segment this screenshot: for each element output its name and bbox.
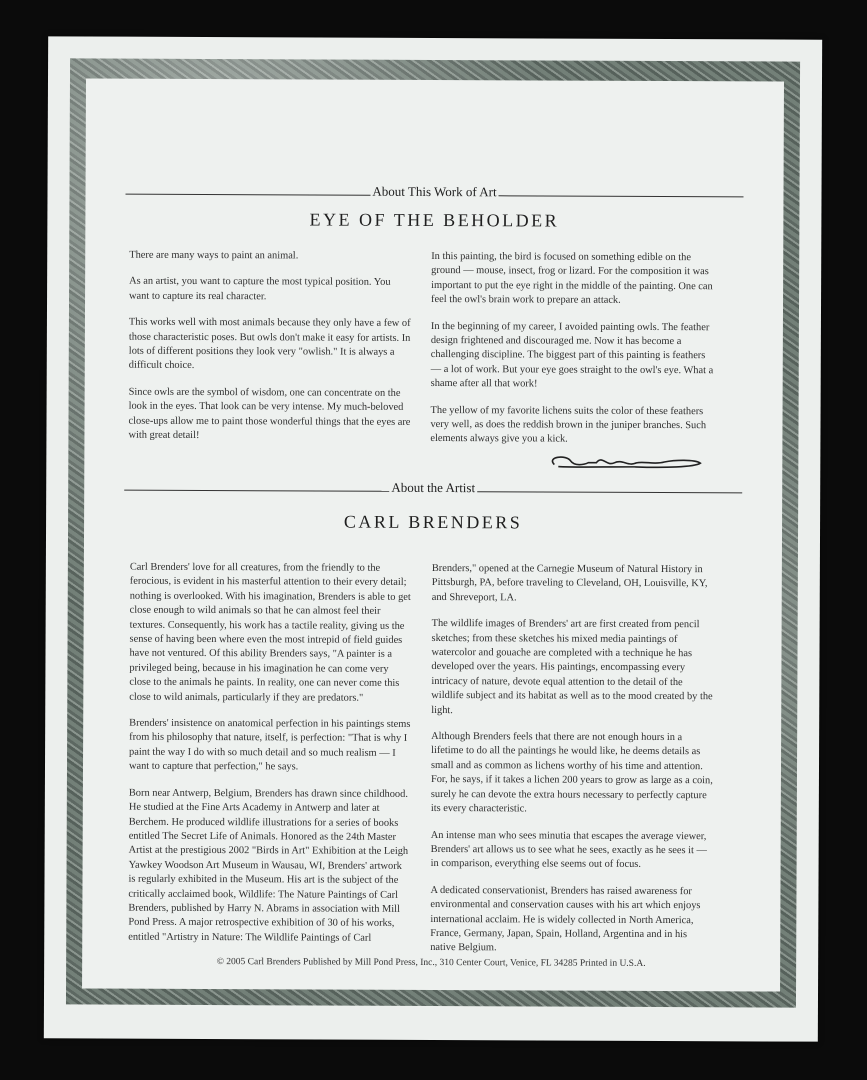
marble-border [66,58,800,1007]
artist-title: CARL BRENDERS [343,511,523,533]
heading-rule-left [126,193,371,195]
paragraph: Although Brenders feels that there are not enough hours in a lifetime to do all the paintings he would like, he deems details as small and as common as lichens worthy of his time and attention. For, he says, if it takes a lichen 200 years to grow as large as a coin, surely he can devote the extra hours necessary to perfectly capture its every characteristic. [430,731,713,815]
section-heading-artwork [125,183,743,202]
artist-column-right [430,562,714,969]
paragraph: The wildlife images of Brenders' art are first created from pencil sketches; from these sketches his mixed media paintings of watercolor and gouache are completed with a technique he has developed over the years. His paintings, encompassing every intricacy of nature, devote equal attention to the detail of the wildlife subject and its habitat as well as to the mood created by the light. [431,618,713,716]
section-heading-artist [124,479,742,498]
content-area [82,78,784,991]
paragraph: Born near Antwerp, Belgium, Brenders has drawn since childhood. He studied at the Fine Arts Academy in Antwerp and later at Berchem. He produced wildlife illustrations for a series of books entitled The Secret Life of Animals. Honored as the 24th Master Artist at the prestigious 2002 "Birds in Art" Exhibition at the Leigh Yawkey Woodson Art Museum in Wausau, WI, Brenders' artwork is regularly exhibited in the Museum. His art is the subject of the critically acclaimed book, Wildlife: The Nature Paintings of Carl Brenders, published by Harry N. Abrams in association with Mill Pond Press. A major retrospective exhibition of 30 of his works, entitled "Artistry in Nature: The Wildlife Paintings of Carl [128,787,409,944]
paragraph: The yellow of my favorite lichens suits the color of these feathers very well, as does the reddish brown in the juniper branches. Such elements always give you a kick. [430,404,707,446]
section-heading-label: About This Work of Art [372,183,497,200]
paragraph: Since owls are the symbol of wisdom, one can concentrate on the look in the eyes. That look can be very intense. My much-beloved close-ups allow me to paint those wonderful things that the eyes are with great detail! [128,386,411,442]
section-heading-label: About the Artist [391,479,476,496]
heading-rule-right [499,195,744,197]
paragraph: Brenders," opened at the Carnegie Museum of Natural History in Pittsburgh, PA, before traveling to Cleveland, OH, Louisville, KY, and Shreveport, LA. [431,562,708,604]
paragraph: An intense man who sees minutia that escapes the average viewer, Brenders' art allows us to see what he sees, exactly as he sees it — in comparison, everything else seems out of focus. [430,829,707,871]
paragraph: As an artist, you want to capture the most typical position. You want to capture its real character. [129,276,391,303]
paragraph: Brenders' insistence on anatomical perfection in his paintings stems from his philosophy that nature, itself, is perfection: "That is why I paint the way I do with so much detail and so much realism — I want to capture that perfection," he says. [128,717,411,773]
artist-signature [544,450,704,473]
artist-column-left [128,561,412,958]
paragraph: A dedicated conservationist, Brenders has raised awareness for environmental and conservation causes with his art which enjoys international acclaim. He is widely collected in North America, France, Germany, Japan, Spain, Holland, Argentina and in his native Belgium. [430,884,701,954]
print-sheet [44,36,822,1041]
paragraph: In this painting, the bird is focused on something edible on the ground — mouse, insect, frog or lizard. For the composition it was important to put the eye right in the middle of the painting. One can feel the owl's brain work to prepare an attack. [431,250,713,307]
copyright-footer: © 2005 Carl Brenders Published by Mill Pond Press, Inc., 310 Center Court, Venice, FL 34285 Printed in U.S.A. [216,957,646,969]
artwork-title: EYE OF THE BEHOLDER [309,209,560,231]
paragraph: There are many ways to paint an animal. [129,249,299,262]
heading-rule-left [124,489,389,491]
heading-rule-right [477,491,742,493]
paragraph: Carl Brenders' love for all creatures, from the friendly to the ferocious, is evident in his masterful attention to their every detail; nothing is overlooked. With his imagination, Brenders is able to get close enough to wild animals so that he can almost feel their textures. Consequently, his work has a tactile reality, giving us the sense of having been where even the most intrepid of field guides have not ventured. Of this ability Brenders says, "A painter is a privileged being, because in his imagination he can come very close to the animals he paints. In reality, one can never come this close to wild animals, particularly if they are predators." [129,561,411,704]
artwork-column-right [430,250,715,460]
paragraph: This works well with most animals because they only have a few of those characteristic poses. But owls don't make it easy for artists. In lots of different positions they look very "owlish." It is always a difficult choice. [128,316,411,372]
artwork-column-left [128,249,411,457]
paragraph: In the beginning of my career, I avoided painting owls. The feather design frightened and discouraged me. Now it has become a challenging discipline. The biggest part of this painting is feathers — a lot of work. But your eye goes straight to the owl's eye. What a shame after all that work! [430,320,714,390]
